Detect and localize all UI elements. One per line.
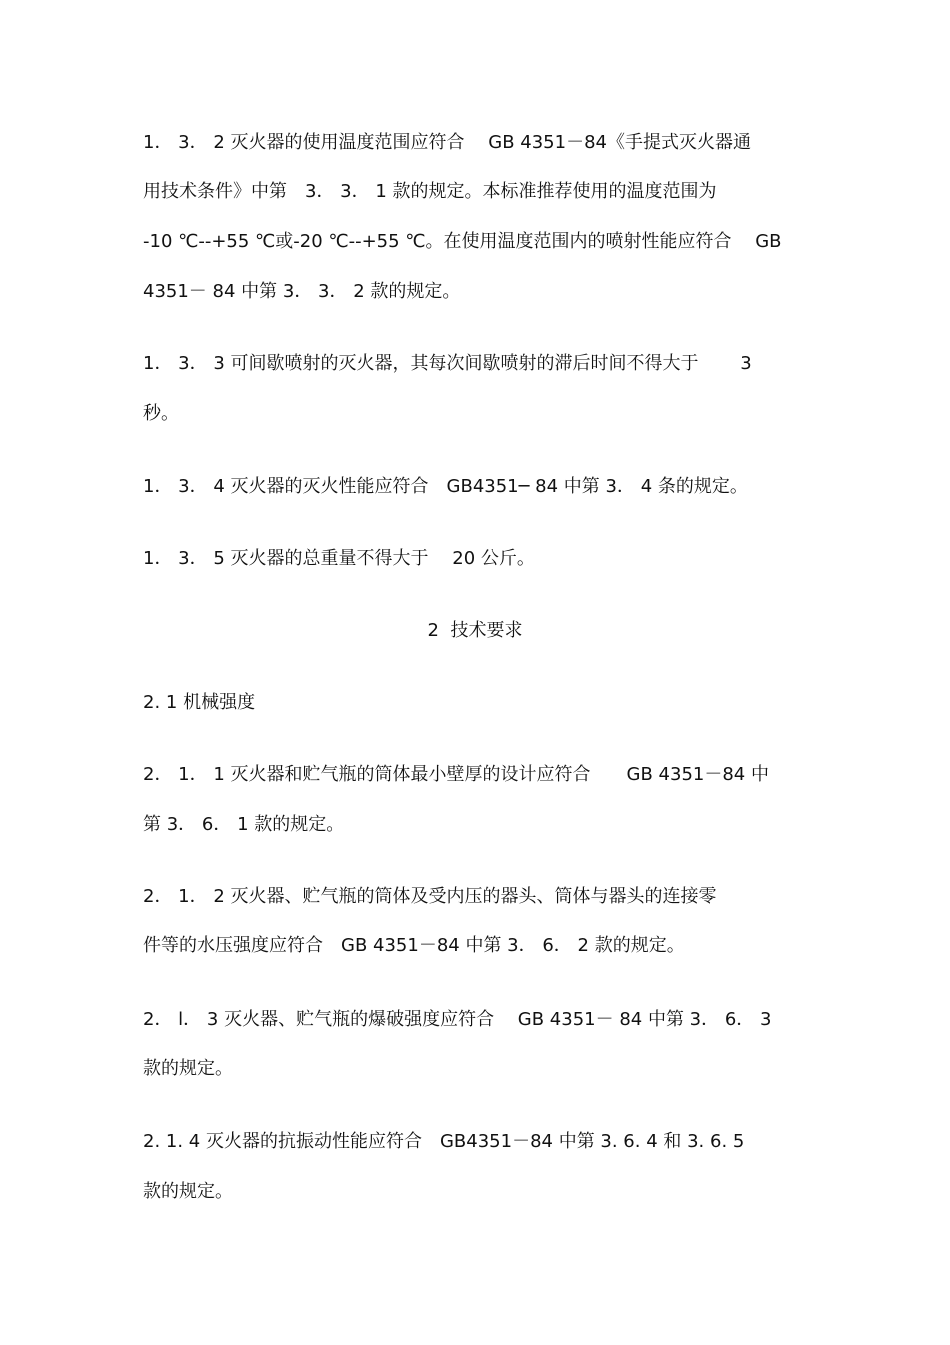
paragraph-2-1-4-line-1: 2. 1. 4 灭火器的抗振动性能应符合 GB4351－84 中第 3. 6. 4 和 3. 6. 5 <box>143 1131 745 1152</box>
paragraph-2-1-4-line-2: 款的规定。 <box>143 1181 233 1202</box>
paragraph-1-3-2-line-3: -10 ℃--+55 ℃或-20 ℃--+55 ℃。在使用温度范围内的喷射性能应符合 GB <box>143 231 782 252</box>
paragraph-2-1-1-line-2: 第 3． 6． 1 款的规定。 <box>143 814 345 835</box>
paragraph-1-3-3-line-2: 秒。 <box>143 403 179 424</box>
paragraph-1-3-4: 1． 3． 4 灭火器的灭火性能应符合 GB4351─ 84 中第 3． 4 条的规定。 <box>143 476 748 497</box>
paragraph-1-3-5: 1． 3． 5 灭火器的总重量不得大于 20 公斤。 <box>143 548 535 569</box>
paragraph-2-1-3-line-1: 2． l． 3 灭火器、贮气瓶的爆破强度应符合 GB 4351－ 84 中第 3． 6． 3 <box>143 1009 772 1030</box>
paragraph-2-1-2-line-2: 件等的水压强度应符合 GB 4351－84 中第 3． 6． 2 款的规定。 <box>143 935 685 956</box>
paragraph-1-3-2-line-1: 1． 3． 2 灭火器的使用温度范围应符合 GB 4351－84《手提式灭火器通 <box>143 132 751 153</box>
subheading-2-1: 2. 1 机械强度 <box>143 692 256 713</box>
paragraph-1-3-3-line-1: 1． 3． 3 可间歇喷射的灭火器，其每次间歇喷射的滞后时间不得大于 3 <box>143 353 752 374</box>
paragraph-1-3-2-line-2: 用技术条件》中第 3． 3． 1 款的规定。本标准推荐使用的温度范围为 <box>143 181 717 202</box>
paragraph-2-1-1-line-1: 2． 1． 1 灭火器和贮气瓶的筒体最小壁厚的设计应符合 GB 4351－84 中 <box>143 764 769 785</box>
paragraph-1-3-2-line-4: 4351－ 84 中第 3． 3． 2 款的规定。 <box>143 281 461 302</box>
paragraph-2-1-2-line-1: 2． 1． 2 灭火器、贮气瓶的筒体及受内压的器头、筒体与器头的连接零 <box>143 886 717 907</box>
paragraph-2-1-3-line-2: 款的规定。 <box>143 1058 233 1079</box>
section-heading: 2 技术要求 <box>427 620 523 641</box>
